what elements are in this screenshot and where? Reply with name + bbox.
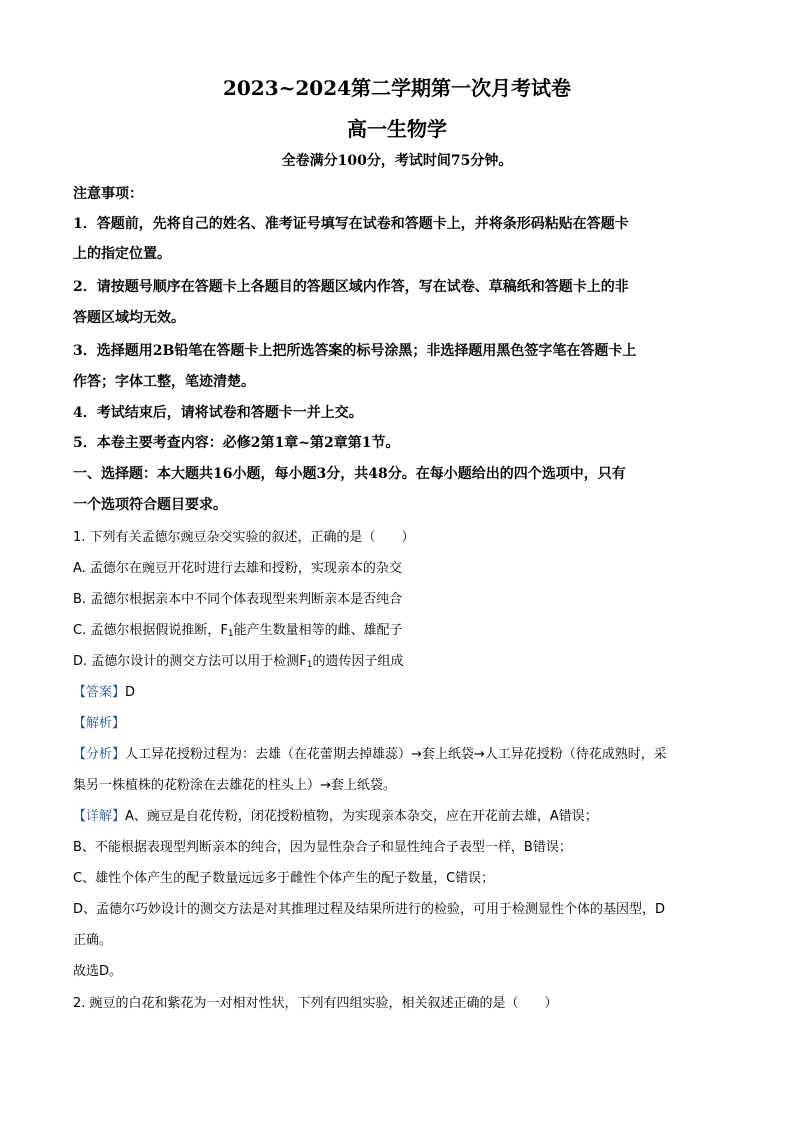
question-2-stem: 2. 豌豆的白花和紫花为一对相对性状，下列有四组实验，相关叙述正确的是（ ） xyxy=(73,996,558,1011)
question-1-option-d: D. 孟德尔设计的测交方法可以用于检测$F_1$的遗传因子组成 xyxy=(73,654,404,670)
note-2-line-1: 2．请按题号顺序在答题卡上各题目的答题区域内作答，写在试卷、草稿纸和答题卡上的非 xyxy=(73,279,629,295)
fenxi-line-2: 集另一株植株的花粉涂在去雄花的柱头上）→套上纸袋。 xyxy=(73,778,396,793)
score-time-note: 全卷满分100分，考试时间75分钟。 xyxy=(281,153,513,169)
fenxi-line-1: 【分析】人工异花授粉过程为：去雄（在花蕾期去掉雄蕊）→套上纸袋→人工异花授粉（待花成熟时，采 xyxy=(73,747,667,762)
detail-line-3: C、雄性个体产生的配子数量远远多于雌性个体产生的配子数量，C错误； xyxy=(73,871,495,886)
question-1-stem: 1. 下列有关孟德尔豌豆杂交实验的叙述，正确的是（ ） xyxy=(73,530,415,545)
section-heading-line-1: 一、选择题：本大题共16小题，每小题3分，共48分。在每小题给出的四个选项中，只有 xyxy=(73,466,626,482)
detail-line-5: 正确。 xyxy=(73,933,113,948)
conclusion: 故选D。 xyxy=(73,964,123,979)
answer-value: D xyxy=(125,685,136,700)
detail-line-1: 【详解】A、豌豆是自花传粉，闭花授粉植物，为实现亲本杂交，应在开花前去雄，A错误； xyxy=(73,809,598,824)
note-3-line-2: 作答；字体工整，笔迹清楚。 xyxy=(73,374,255,390)
notes-heading: 注意事项： xyxy=(73,186,143,202)
note-5: 5．本卷主要考查内容：必修2第1章~第2章第1节。 xyxy=(73,435,400,451)
question-1-option-a: A. 孟德尔在豌豆开花时进行去雄和授粉，实现亲本的杂交 xyxy=(73,561,402,576)
question-1-option-b: B. 孟德尔根据亲本中不同个体表现型来判断亲本是否纯合 xyxy=(73,592,403,607)
note-1-line-1: 1．答题前，先将自己的姓名、准考证号填写在试卷和答题卡上，并将条形码粘贴在答题卡 xyxy=(73,216,629,232)
exam-title: 2023~2024第二学期第一次月考试卷 xyxy=(222,76,572,100)
answer-line xyxy=(73,681,135,700)
detail-line-2: B、不能根据表现型判断亲本的纯合，因为显性杂合子和显性纯合子表型一样，B错误； xyxy=(73,840,572,855)
fenxi-label: 【分析】 xyxy=(73,747,126,762)
analysis-label: 【解析】 xyxy=(73,716,126,731)
question-1-option-c: C. 孟德尔根据假说推断，$F_1$能产生数量相等的雌、雄配子 xyxy=(73,623,403,639)
subject-title: 高一生物学 xyxy=(347,117,447,141)
detail-line-4: D、孟德尔巧妙设计的测交方法是对其推理过程及结果所进行的检验，可用于检测显性个体的基因型，D xyxy=(73,902,666,917)
detail-label: 【详解】 xyxy=(73,809,126,824)
note-1-line-2: 上的指定位置。 xyxy=(73,246,171,262)
note-3-line-1: 3．选择题用2B铅笔在答题卡上把所选答案的标号涂黑；非选择题用黑色签字笔在答题卡上 xyxy=(73,343,637,359)
note-2-line-2: 答题区域均无效。 xyxy=(73,310,185,326)
note-4: 4．考试结束后，请将试卷和答题卡一并上交。 xyxy=(73,405,363,421)
answer-label: 【答案】 xyxy=(73,685,126,700)
section-heading-line-2: 一个选项符合题目要求。 xyxy=(73,497,227,513)
